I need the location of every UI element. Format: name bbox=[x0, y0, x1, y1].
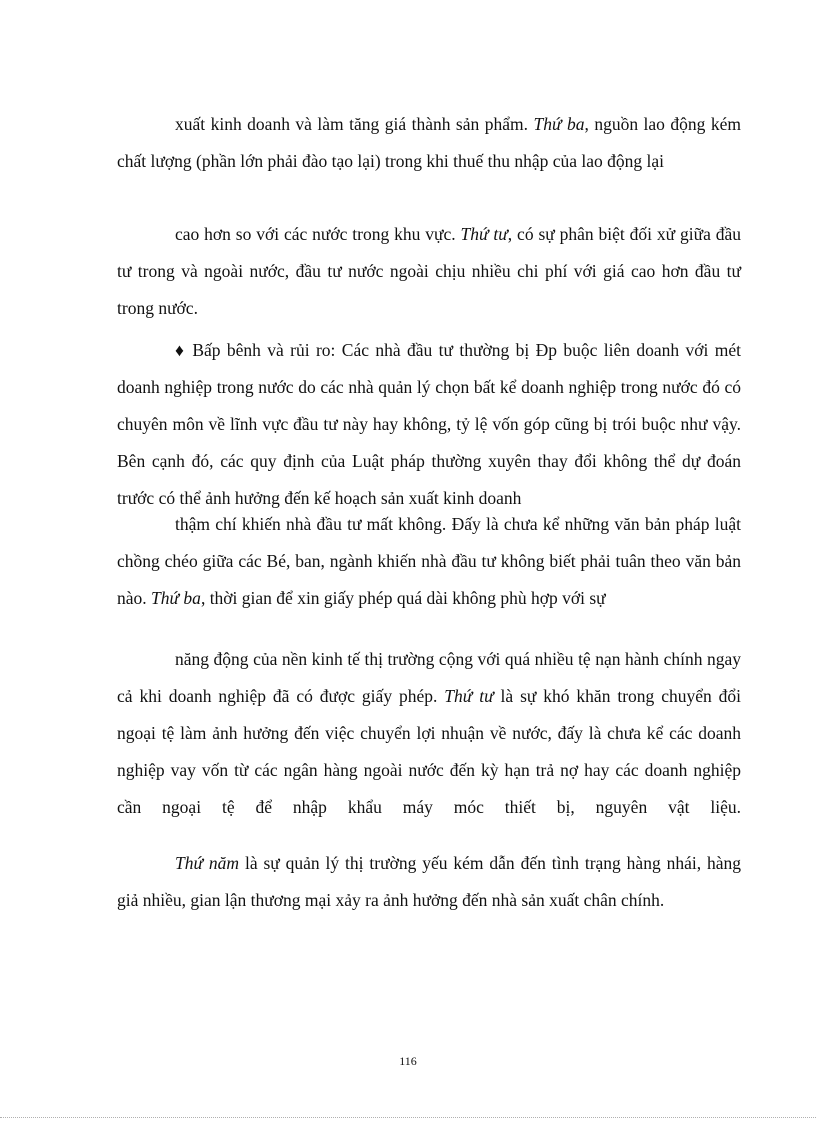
paragraph-1-emphasis: Thứ ba bbox=[533, 114, 585, 134]
paragraph-4-block bbox=[117, 506, 741, 617]
paragraph-2-block bbox=[117, 216, 741, 327]
paragraph-3-block bbox=[117, 332, 741, 517]
paragraph-4-emphasis: Thứ ba bbox=[151, 588, 201, 608]
paragraph-6-block bbox=[117, 845, 741, 919]
paragraph-3 bbox=[117, 332, 741, 517]
paragraph-2-emphasis: Thứ tư bbox=[460, 224, 508, 244]
paragraph-6-text: là sự quản lý thị trường yếu kém dẫn đến tình trạng hàng nhái, hàng giả nhiều, gian lận thương mại xảy ra ảnh hưởng đến nhà sản xuất chân chính. bbox=[117, 853, 742, 910]
paragraph-1 bbox=[117, 106, 741, 180]
paragraph-5 bbox=[117, 641, 741, 826]
paragraph-5-block bbox=[117, 641, 741, 826]
paragraph-1-text-b: , nguồn lao động kém chất lượng (phần lớn phải đào tạo lại) trong khi thuế thu nhập của lao động lại bbox=[117, 114, 741, 171]
paragraph-3-text: Bấp bênh và rủi ro: Các nhà đầu tư thường bị Đp buộc liên doanh với mét doanh nghiệp trong nước do các nhà quản lý chọn bất kể doanh nghiệp trong nước đó có chuyên môn về lĩnh vực đầu tư này hay không, tỷ lệ vốn góp cũng bị trói buộc như vậy. Bên cạnh đó, các quy định của Luật pháp thường xuyên thay đổi không thể dự đoán trước có thể ảnh hưởng đến kế hoạch sản xuất kinh doanh bbox=[117, 340, 741, 508]
paragraph-1-text-a: xuất kinh doanh và làm tăng giá thành sản phẩm. bbox=[175, 114, 534, 134]
paragraph-4-text-b: , thời gian để xin giấy phép quá dài không phù hợp với sự bbox=[200, 588, 606, 608]
paragraph-2 bbox=[117, 216, 741, 327]
diamond-bullet-icon: ♦ bbox=[175, 340, 186, 360]
paragraph-5-text-b: là sự khó khăn trong chuyển đổi ngoại tệ làm ảnh hưởng đến việc chuyển lợi nhuận về nước, đấy là chưa kể các doanh nghiệp vay vốn từ các ngân hàng ngoài nước đến kỳ hạn trả nợ hay các doanh nghiệp cần ngoại tệ để nhập khẩu máy móc thiết bị, nguyên vật liệu. bbox=[117, 686, 742, 817]
paragraph-4-text-a: thậm chí khiến nhà đầu tư mất không. Đấy là chưa kể những văn bản pháp luật chồng chéo giữa các Bé, ban, ngành khiến nhà đầu tư không biết phải tuân theo văn bản nào. bbox=[117, 514, 741, 608]
paragraph-6-emphasis: Thứ năm bbox=[175, 853, 240, 873]
paragraph-2-text-b: , có sự phân biệt đối xử giữa đầu tư trong và ngoài nước, đầu tư nước ngoài chịu nhiều chi phí với giá cao hơn đầu tư trong nước. bbox=[117, 224, 741, 318]
paragraph-2-text-a: cao hơn so với các nước trong khu vực. bbox=[175, 224, 461, 244]
paragraph-5-emphasis: Thứ tư bbox=[444, 686, 494, 706]
paragraph-1-block bbox=[117, 106, 741, 180]
paragraph-5-text-a: năng động của nền kinh tế thị trường cộng với quá nhiều tệ nạn hành chính ngay cả khi doanh nghiệp đã có được giấy phép. bbox=[117, 649, 741, 706]
paragraph-6 bbox=[117, 845, 741, 919]
page-number: 116 bbox=[399, 1054, 417, 1068]
bottom-dotted-rule bbox=[0, 1117, 816, 1118]
paragraph-4 bbox=[117, 506, 741, 617]
